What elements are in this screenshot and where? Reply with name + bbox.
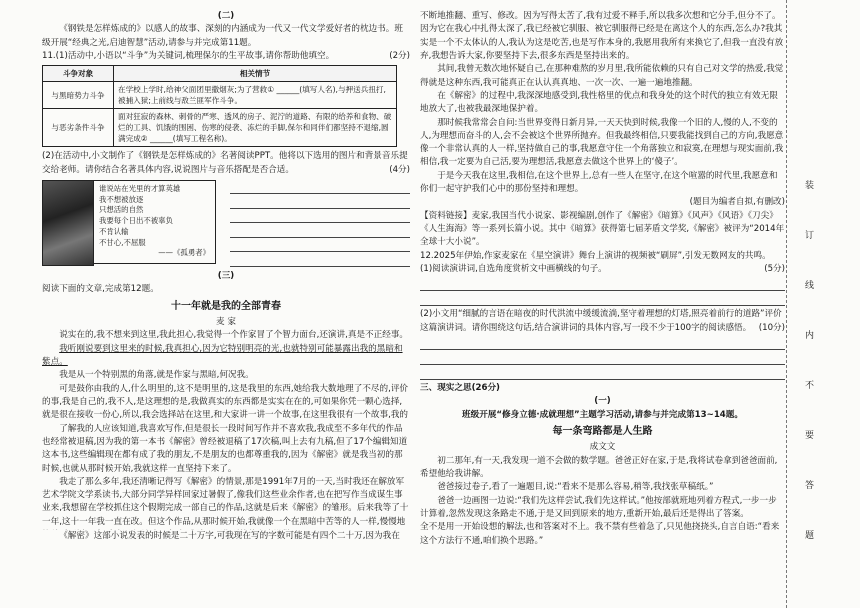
essay-paragraph: 了解我的人应该知道,我喜欢写作,但是很长一段时间写作并不喜欢我,我成至不多年代的作品也经常被退稿,因为我的第一本书《解密》曾经被退稿了17次稿,叫上去有九稿,但了17个编辑知道这本书,这些编辑现在都有成了我的朋友,不是朋友的也都尊重我的,因为《解密》就是我当初的那时候,也就从那时候开始,我就这样一直坚持下来了。 <box>42 423 408 474</box>
answer-line[interactable] <box>420 293 785 306</box>
story-author: 成文文 <box>589 442 616 453</box>
binding-margin <box>786 0 860 608</box>
answer-lines[interactable] <box>230 180 410 267</box>
essay-title: 十一年就是我的全部青春 <box>171 300 281 312</box>
essay-paragraph: 于是今天我在这里,我相信,在这个世界上,总有一些人在坚守,在这个喧嚣的时代里,我愿意和你们一起守护我们心中的那份坚持和理想。 <box>420 170 778 195</box>
section-3-header: (三) <box>217 270 235 281</box>
ppt-slide <box>42 180 410 267</box>
section-real-header: 三、现实之思(26分) <box>420 382 500 393</box>
table-header-object: 斗争对象 <box>43 66 114 82</box>
binding-char: 内 <box>805 331 815 341</box>
essay-paragraph: 可是鼓你由我的人,什么明里的,这不是明里的,这是我里的东西,她给我大数地理了不尽的,评价的事,我是自己的,我不人,是这理想的是,我做真实的东西都是实实在在的,可如果你凭一颗心选择,就是很在接收一份心,所以,我会选择站在这里,和大家讲一讲一个故事,在这里我很有一个故事,我的 <box>42 383 409 421</box>
essay-paragraph-underlined: 我听刚说要到这里来的时候,我真担心,因为它特别明亮的光,也就特别可能暴露出我的黑暗和紫点。 <box>42 343 403 367</box>
binding-char: 装 <box>805 181 815 191</box>
section-real-sub: (一) <box>594 396 611 407</box>
question-12: 12.2025年伊始,作家麦家在《星空演讲》舞台上演讲的视频被“刷屏”,引发无数网友的共鸣。 <box>420 250 771 261</box>
essay-paragraph: 不断地推翻、重写、修改。因为写得太苦了,我有过爱不释手,所以我多次想和它分手,但分不了。因为它在我心中扎得太深了,我已经被它驯服、被它驯服得已经是在离这个人的东西,怎么办?我其实是一个不太体认的人,我认为这是吃苦,也是写作本身的,我愿用我所有来换它了,但我一直没有放弃,我想告诉大家,你要坚持下去,很多东西是坚持出来的。 <box>420 11 784 61</box>
ppt-lyrics: 谁说站在光里的才算英雄 我不想被放逐 只想活的自然 我要每个日出不被辜负 不肯认输 不甘心,不屈服 ——《孤勇者》 <box>94 180 216 264</box>
ppt-picture <box>42 180 94 266</box>
question-12-1: (1)阅读演讲词,自选角度赏析文中画横线的句子。 (5分) <box>420 263 785 274</box>
binding-char: 要 <box>805 431 815 441</box>
essay-paragraph: 我是从一个特别黑的角落,就是作家与黑暗,何况我。 <box>59 370 254 381</box>
struggle-table <box>42 65 397 147</box>
section-2-intro: 《钢铁是怎样炼成的》以感人的故事、深刻的内涵成为一代又一代文学爱好者的枕边书。班级开展“经典之光,启迪智慧”活动,请参与并完成第11题。 <box>42 24 403 48</box>
binding-char: 不 <box>805 381 815 391</box>
section-3-intro: 阅读下面的文章,完成第12题。 <box>42 284 159 295</box>
right-column <box>420 10 785 548</box>
answer-line[interactable] <box>420 352 785 365</box>
answer-line[interactable] <box>420 337 785 350</box>
essay-author: 麦 家 <box>216 317 236 327</box>
essay-paragraph: 其间,我曾无数次地怀疑自己,在那种难熬的岁月里,我所能依赖的只有自己对文学的热爱,我觉得就是这种东西,我可能真正在认认真真地、一次一次、一遍一遍地推翻。 <box>420 64 784 88</box>
answer-line[interactable] <box>420 367 785 380</box>
binding-char: 题 <box>805 531 815 541</box>
binding-char: 订 <box>805 231 815 241</box>
table-row: 与恶劣条件斗争 面对狂寂的森林、刺骨的严寒、透风的房子、泥泞的道路、有限的给养和食物、破烂的工具、饥饿的围困、伤寒的侵袭、冻烂的手脚,保尔和同伴们都坚持不退缩,圆满完成② ______(填写工程名称)。 <box>43 109 397 147</box>
story-paragraph: 初二那年,有一天,我发现一道不会做的数学题。爸爸正好在家,于是,我将试卷拿到爸爸面前,希望他给我讲解。 <box>420 455 778 479</box>
essay-paragraph: 在《解密》的过程中,我深深地感受到,我性格里的优点和我身处的这个时代的独立有效无限地放大了,也被我最深地保护着。 <box>420 90 778 115</box>
question-11-1: 11.(1)活动中,小语以“斗争”为关键词,梳理保尔的生平故事,请你帮助他填空。 (2分) <box>42 50 410 61</box>
question-12-2: (2)小文用“细腻的言语在暗夜的时代洪流中缓缓流淌,坚守着理想的灯塔,照亮着前行的道路”评价这篇演讲词。请你围绕这句话,结合演讲词的具体内容,写一段不少于100字的阅读感悟。 (10分) <box>420 309 785 333</box>
section-real-intro: 班级开展“修身立德·成就理想”主题学习活动,请参与并完成第13~14题。 <box>462 409 743 420</box>
table-header-plot: 相关情节 <box>114 66 397 82</box>
story-paragraph: 爸爸接过卷子,看了一遍题目,说:“看来不是那么容易,稍等,我找张草稿纸。” <box>437 482 714 493</box>
story-paragraph: 爸爸一边画图一边说:“我们先这样尝试,我们先这样试。”他按部就班地列着方程式,一步一步计算着,忽然发现这条路走不通,于是又回到原来的地方,重新开始,最后还是得出了答案。 <box>420 495 777 519</box>
section-2-header: (二) <box>217 11 235 21</box>
binding-char: 线 <box>805 281 815 291</box>
answer-line[interactable] <box>420 278 785 291</box>
essay-note: (题目为编者自拟,有删改) <box>689 197 785 208</box>
left-column <box>42 10 410 543</box>
story-paragraph: 全不是用一开始设想的解法,也和答案对不上。我不禁有些着急了,只见他挠挠头,自言自语:“看来这个方法行不通,咱们换个思路。” <box>420 522 780 546</box>
essay-paragraph: 那时候我常常会自问:当世界变得日新月异,一天天快到时候,我像一个旧的人,慢的人,不变的人,为理想而奋斗的人,会不会被这个世界所抛弃。但我最终相信,只要我能找到自己的方向,我愿意像一个非常认真的人一样,坚持做自己的事,我愿意守住一个角落独立和寂寞,在理想与现实面前,我相信,我一定要为自己活,要为理想活,我愿意去做这个世界上的‘傻子’。 <box>420 117 784 168</box>
essay-paragraph: 我走了那么多年,我还清晰记得写《解密》的情景,那是1991年7月的一天,当时我还在解放军艺术学院文学系读书,大部分同学异样回家过暑假了,像我们这些业余作者,也在把写作当成谋生事业来,我想留在学校抓住这个假期完成一部自己的作品,这就是后来《解密》的雏形。后来我等了十一年,这十一年我一直在改。但这个作品,从那时候开始,我就像一个在黑暗中苦等的人一样,慢慢地 <box>42 476 409 527</box>
essay-paragraph: 说实在的,我不想来到这里,我此担心,我觉得一个作家冒了个智力面台,还演讲,真是不正经事。 <box>59 330 409 341</box>
question-11-2: (2)在活动中,小文制作了《钢铁是怎样炼成的》名著阅读PPT。他将以下选用的图片和背景音乐提交给老师。请你结合名著具体内容,说说图片与音乐搭配是否合适。 (4分) <box>42 151 410 175</box>
binding-char: 答 <box>805 481 815 491</box>
essay-paragraph: 《解密》这部小说发表的时候是二十万字,可我现在写的字数可能是有四个二十万,因为我在 <box>59 530 400 541</box>
story-title: 每一条弯路都是人生路 <box>552 425 653 437</box>
table-row: 与黑暗势力斗争 在学校上学时,给神父面团里撒烟灰;为了营救① ______(填写人名),与押送兵扭打,被捕入狱;上前线与敌兰匪军作斗争。 <box>43 82 397 109</box>
resource-link: 【资料链接】麦家,我国当代小说家、影视编剧,创作了《解密》《暗算》《风声》《风语》《刀尖》《人生海海》等一系列长篇小说。其中《暗算》获得第七届茅盾文学奖,《解密》被评为“2014年全球十大小说”。 <box>420 210 785 248</box>
